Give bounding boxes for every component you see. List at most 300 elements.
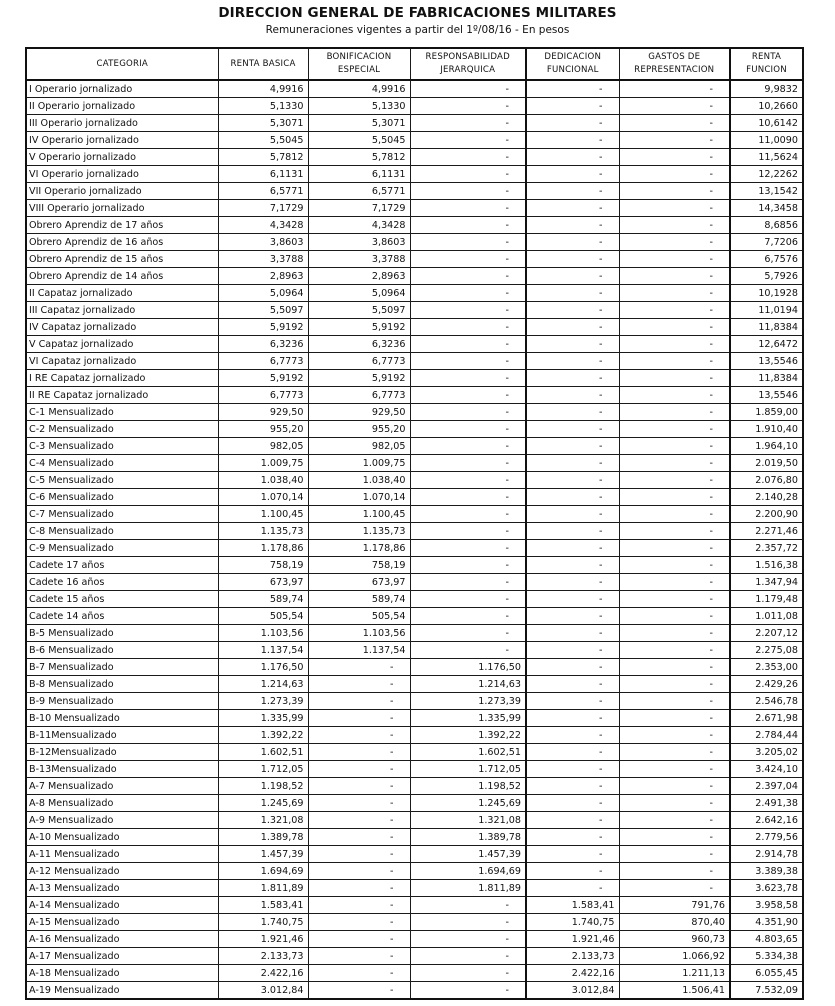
cell-categoria: B-5 Mensualizado: [26, 625, 218, 642]
cell-renta-basica: 6,3236: [218, 336, 308, 353]
cell-categoria: C-3 Mensualizado: [26, 438, 218, 455]
table-row: [26, 523, 803, 540]
cell-renta-funcion: 2.140,28: [730, 489, 803, 506]
cell-renta-funcion: 13,1542: [730, 183, 803, 200]
cell-dedicacion-funcional: -: [526, 217, 619, 234]
table-body: [26, 80, 803, 999]
cell-responsabilidad-jerarquica: 1.335,99: [410, 710, 526, 727]
cell-responsabilidad-jerarquica: -: [410, 115, 526, 132]
cell-renta-basica: 5,7812: [218, 149, 308, 166]
cell-categoria: I RE Capataz jornalizado: [26, 370, 218, 387]
cell-bonificacion-especial: -: [308, 914, 410, 931]
cell-renta-funcion: 11,8384: [730, 370, 803, 387]
cell-renta-funcion: 11,5624: [730, 149, 803, 166]
cell-dedicacion-funcional: -: [526, 353, 619, 370]
cell-renta-funcion: 2.275,08: [730, 642, 803, 659]
cell-renta-basica: 589,74: [218, 591, 308, 608]
cell-categoria: I Operario jornalizado: [26, 80, 218, 98]
cell-dedicacion-funcional: -: [526, 574, 619, 591]
cell-responsabilidad-jerarquica: -: [410, 897, 526, 914]
table-row: [26, 625, 803, 642]
cell-categoria: Obrero Aprendiz de 14 años: [26, 268, 218, 285]
table-row: [26, 115, 803, 132]
cell-renta-basica: 1.389,78: [218, 829, 308, 846]
cell-gastos-representacion: -: [619, 251, 730, 268]
remuneraciones-table: [25, 47, 804, 1000]
cell-dedicacion-funcional: -: [526, 166, 619, 183]
cell-renta-funcion: 3.389,38: [730, 863, 803, 880]
cell-categoria: VII Operario jornalizado: [26, 183, 218, 200]
cell-renta-funcion: 2.076,80: [730, 472, 803, 489]
cell-responsabilidad-jerarquica: -: [410, 353, 526, 370]
header-categoria: [26, 48, 218, 80]
cell-bonificacion-especial: -: [308, 812, 410, 829]
table-row: [26, 251, 803, 268]
cell-renta-funcion: 2.019,50: [730, 455, 803, 472]
table-row: [26, 931, 803, 948]
cell-responsabilidad-jerarquica: -: [410, 285, 526, 302]
cell-bonificacion-especial: -: [308, 829, 410, 846]
cell-responsabilidad-jerarquica: 1.811,89: [410, 880, 526, 897]
cell-responsabilidad-jerarquica: -: [410, 557, 526, 574]
cell-renta-funcion: 11,8384: [730, 319, 803, 336]
cell-responsabilidad-jerarquica: -: [410, 591, 526, 608]
cell-responsabilidad-jerarquica: 1.273,39: [410, 693, 526, 710]
header-dedicacion-funcional: [526, 48, 619, 80]
cell-bonificacion-especial: -: [308, 846, 410, 863]
cell-renta-basica: 1.811,89: [218, 880, 308, 897]
cell-dedicacion-funcional: -: [526, 608, 619, 625]
table-row: [26, 489, 803, 506]
cell-renta-funcion: 8,6856: [730, 217, 803, 234]
cell-gastos-representacion: 1.506,41: [619, 982, 730, 1000]
cell-dedicacion-funcional: -: [526, 183, 619, 200]
cell-responsabilidad-jerarquica: -: [410, 98, 526, 115]
table-row: [26, 387, 803, 404]
cell-gastos-representacion: 1.211,13: [619, 965, 730, 982]
cell-bonificacion-especial: 505,54: [308, 608, 410, 625]
cell-dedicacion-funcional: 2.133,73: [526, 948, 619, 965]
cell-categoria: VI Capataz jornalizado: [26, 353, 218, 370]
cell-responsabilidad-jerarquica: -: [410, 132, 526, 149]
cell-categoria: B-12Mensualizado: [26, 744, 218, 761]
cell-gastos-representacion: -: [619, 455, 730, 472]
cell-dedicacion-funcional: -: [526, 285, 619, 302]
cell-bonificacion-especial: -: [308, 795, 410, 812]
cell-categoria: Obrero Aprendiz de 15 años: [26, 251, 218, 268]
cell-gastos-representacion: -: [619, 574, 730, 591]
cell-responsabilidad-jerarquica: -: [410, 149, 526, 166]
cell-responsabilidad-jerarquica: -: [410, 608, 526, 625]
cell-categoria: A-7 Mensualizado: [26, 778, 218, 795]
cell-renta-funcion: 9,9832: [730, 80, 803, 98]
cell-categoria: III Capataz jornalizado: [26, 302, 218, 319]
table-row: [26, 200, 803, 217]
table-row: [26, 540, 803, 557]
cell-categoria: B-6 Mensualizado: [26, 642, 218, 659]
cell-bonificacion-especial: 1.137,54: [308, 642, 410, 659]
cell-bonificacion-especial: -: [308, 863, 410, 880]
cell-gastos-representacion: -: [619, 744, 730, 761]
header-label-line: RESPONSABILIDAD: [425, 52, 510, 62]
cell-gastos-representacion: -: [619, 234, 730, 251]
cell-bonificacion-especial: 5,1330: [308, 98, 410, 115]
cell-renta-funcion: 2.546,78: [730, 693, 803, 710]
cell-renta-funcion: 10,2660: [730, 98, 803, 115]
cell-gastos-representacion: -: [619, 812, 730, 829]
table-row: [26, 302, 803, 319]
cell-renta-basica: 1.135,73: [218, 523, 308, 540]
cell-responsabilidad-jerarquica: -: [410, 982, 526, 1000]
cell-dedicacion-funcional: -: [526, 387, 619, 404]
cell-renta-basica: 6,5771: [218, 183, 308, 200]
cell-renta-basica: 1.070,14: [218, 489, 308, 506]
cell-responsabilidad-jerarquica: 1.457,39: [410, 846, 526, 863]
table-row: [26, 812, 803, 829]
cell-renta-basica: 505,54: [218, 608, 308, 625]
cell-categoria: III Operario jornalizado: [26, 115, 218, 132]
cell-dedicacion-funcional: -: [526, 727, 619, 744]
cell-renta-funcion: 6.055,45: [730, 965, 803, 982]
cell-categoria: C-8 Mensualizado: [26, 523, 218, 540]
cell-renta-funcion: 2.207,12: [730, 625, 803, 642]
cell-gastos-representacion: -: [619, 625, 730, 642]
cell-dedicacion-funcional: -: [526, 880, 619, 897]
cell-categoria: C-6 Mensualizado: [26, 489, 218, 506]
cell-dedicacion-funcional: -: [526, 336, 619, 353]
cell-gastos-representacion: -: [619, 183, 730, 200]
cell-renta-funcion: 7.532,09: [730, 982, 803, 1000]
cell-categoria: II Operario jornalizado: [26, 98, 218, 115]
cell-gastos-representacion: -: [619, 421, 730, 438]
cell-dedicacion-funcional: -: [526, 863, 619, 880]
cell-dedicacion-funcional: -: [526, 80, 619, 98]
cell-dedicacion-funcional: -: [526, 234, 619, 251]
cell-responsabilidad-jerarquica: -: [410, 438, 526, 455]
cell-renta-basica: 2.133,73: [218, 948, 308, 965]
cell-renta-basica: 5,5045: [218, 132, 308, 149]
cell-bonificacion-especial: 673,97: [308, 574, 410, 591]
cell-renta-funcion: 2.353,00: [730, 659, 803, 676]
cell-gastos-representacion: -: [619, 98, 730, 115]
cell-bonificacion-especial: 1.100,45: [308, 506, 410, 523]
cell-categoria: IV Capataz jornalizado: [26, 319, 218, 336]
cell-categoria: C-1 Mensualizado: [26, 404, 218, 421]
cell-renta-funcion: 2.397,04: [730, 778, 803, 795]
cell-categoria: A-8 Mensualizado: [26, 795, 218, 812]
document-title: DIRECCION GENERAL DE FABRICACIONES MILITARES: [218, 5, 617, 21]
cell-renta-basica: 2.422,16: [218, 965, 308, 982]
cell-dedicacion-funcional: -: [526, 506, 619, 523]
cell-bonificacion-especial: -: [308, 880, 410, 897]
cell-renta-basica: 1.198,52: [218, 778, 308, 795]
cell-bonificacion-especial: -: [308, 676, 410, 693]
cell-dedicacion-funcional: -: [526, 829, 619, 846]
cell-renta-funcion: 14,3458: [730, 200, 803, 217]
cell-bonificacion-especial: 982,05: [308, 438, 410, 455]
cell-renta-funcion: 1.910,40: [730, 421, 803, 438]
cell-responsabilidad-jerarquica: -: [410, 234, 526, 251]
cell-bonificacion-especial: 7,1729: [308, 200, 410, 217]
cell-responsabilidad-jerarquica: -: [410, 625, 526, 642]
cell-bonificacion-especial: 929,50: [308, 404, 410, 421]
cell-responsabilidad-jerarquica: 1.245,69: [410, 795, 526, 812]
cell-bonificacion-especial: 1.038,40: [308, 472, 410, 489]
cell-renta-funcion: 3.424,10: [730, 761, 803, 778]
cell-categoria: A-17 Mensualizado: [26, 948, 218, 965]
table-row: [26, 727, 803, 744]
table-row: [26, 506, 803, 523]
table-row: [26, 676, 803, 693]
cell-renta-funcion: 2.271,46: [730, 523, 803, 540]
cell-categoria: A-15 Mensualizado: [26, 914, 218, 931]
cell-bonificacion-especial: -: [308, 761, 410, 778]
cell-dedicacion-funcional: -: [526, 489, 619, 506]
cell-responsabilidad-jerarquica: 1.392,22: [410, 727, 526, 744]
cell-responsabilidad-jerarquica: -: [410, 217, 526, 234]
cell-renta-basica: 3.012,84: [218, 982, 308, 1000]
cell-responsabilidad-jerarquica: -: [410, 370, 526, 387]
cell-categoria: A-19 Mensualizado: [26, 982, 218, 1000]
cell-categoria: B-8 Mensualizado: [26, 676, 218, 693]
cell-bonificacion-especial: 1.070,14: [308, 489, 410, 506]
cell-renta-funcion: 11,0194: [730, 302, 803, 319]
cell-renta-funcion: 4.803,65: [730, 931, 803, 948]
cell-categoria: IV Operario jornalizado: [26, 132, 218, 149]
document-subtitle: Remuneraciones vigentes a partir del 1º/08/16 - En pesos: [265, 24, 570, 36]
cell-renta-basica: 1.176,50: [218, 659, 308, 676]
cell-responsabilidad-jerarquica: -: [410, 421, 526, 438]
cell-bonificacion-especial: 758,19: [308, 557, 410, 574]
cell-gastos-representacion: -: [619, 676, 730, 693]
cell-renta-basica: 5,0964: [218, 285, 308, 302]
table-row: [26, 80, 803, 98]
cell-gastos-representacion: 1.066,92: [619, 948, 730, 965]
cell-gastos-representacion: -: [619, 795, 730, 812]
table-row: [26, 370, 803, 387]
cell-dedicacion-funcional: -: [526, 693, 619, 710]
cell-gastos-representacion: -: [619, 149, 730, 166]
cell-renta-funcion: 10,1928: [730, 285, 803, 302]
cell-bonificacion-especial: 6,7773: [308, 353, 410, 370]
table-row: [26, 659, 803, 676]
cell-renta-basica: 6,7773: [218, 353, 308, 370]
cell-renta-basica: 5,9192: [218, 370, 308, 387]
cell-responsabilidad-jerarquica: -: [410, 931, 526, 948]
cell-gastos-representacion: -: [619, 438, 730, 455]
cell-dedicacion-funcional: -: [526, 642, 619, 659]
header-label-line: CATEGORIA: [96, 58, 148, 69]
cell-renta-funcion: 1.516,38: [730, 557, 803, 574]
cell-renta-basica: 1.214,63: [218, 676, 308, 693]
cell-renta-funcion: 13,5546: [730, 387, 803, 404]
cell-dedicacion-funcional: -: [526, 251, 619, 268]
cell-bonificacion-especial: -: [308, 897, 410, 914]
cell-categoria: B-11Mensualizado: [26, 727, 218, 744]
cell-responsabilidad-jerarquica: 1.602,51: [410, 744, 526, 761]
cell-gastos-representacion: -: [619, 336, 730, 353]
cell-bonificacion-especial: 1.009,75: [308, 455, 410, 472]
cell-bonificacion-especial: -: [308, 948, 410, 965]
header-label-line: RENTA BASICA: [230, 58, 296, 69]
cell-gastos-representacion: -: [619, 693, 730, 710]
cell-renta-basica: 4,9916: [218, 80, 308, 98]
table-row: [26, 217, 803, 234]
table-row: [26, 693, 803, 710]
cell-renta-basica: 1.602,51: [218, 744, 308, 761]
cell-gastos-representacion: -: [619, 761, 730, 778]
cell-gastos-representacion: -: [619, 268, 730, 285]
cell-renta-funcion: 2.200,90: [730, 506, 803, 523]
cell-bonificacion-especial: 3,8603: [308, 234, 410, 251]
cell-responsabilidad-jerarquica: -: [410, 387, 526, 404]
cell-renta-basica: 1.583,41: [218, 897, 308, 914]
cell-gastos-representacion: -: [619, 880, 730, 897]
cell-gastos-representacion: -: [619, 132, 730, 149]
cell-categoria: C-4 Mensualizado: [26, 455, 218, 472]
cell-gastos-representacion: -: [619, 200, 730, 217]
cell-responsabilidad-jerarquica: -: [410, 489, 526, 506]
cell-dedicacion-funcional: -: [526, 438, 619, 455]
cell-renta-funcion: 2.429,26: [730, 676, 803, 693]
cell-dedicacion-funcional: -: [526, 557, 619, 574]
cell-renta-funcion: 5.334,38: [730, 948, 803, 965]
cell-responsabilidad-jerarquica: -: [410, 166, 526, 183]
cell-gastos-representacion: 870,40: [619, 914, 730, 931]
cell-renta-funcion: 13,5546: [730, 353, 803, 370]
table-row: [26, 268, 803, 285]
cell-gastos-representacion: -: [619, 863, 730, 880]
table-header-row: [26, 48, 803, 80]
cell-responsabilidad-jerarquica: 1.321,08: [410, 812, 526, 829]
header-label-line: DEDICACION: [544, 52, 602, 62]
header-bonificacion-especial: [308, 48, 410, 80]
cell-bonificacion-especial: 3,3788: [308, 251, 410, 268]
cell-bonificacion-especial: -: [308, 744, 410, 761]
cell-dedicacion-funcional: -: [526, 98, 619, 115]
cell-renta-basica: 1.712,05: [218, 761, 308, 778]
cell-categoria: B-13Mensualizado: [26, 761, 218, 778]
cell-categoria: Obrero Aprendiz de 17 años: [26, 217, 218, 234]
cell-dedicacion-funcional: 3.012,84: [526, 982, 619, 1000]
table-row: [26, 438, 803, 455]
header-label-line: ESPECIAL: [337, 65, 381, 75]
table-row: [26, 98, 803, 115]
cell-categoria: Cadete 16 años: [26, 574, 218, 591]
header-renta-funcion: [730, 48, 803, 80]
cell-renta-funcion: 2.642,16: [730, 812, 803, 829]
cell-bonificacion-especial: 6,1131: [308, 166, 410, 183]
cell-renta-funcion: 1.179,48: [730, 591, 803, 608]
cell-renta-basica: 1.100,45: [218, 506, 308, 523]
cell-bonificacion-especial: 6,7773: [308, 387, 410, 404]
cell-renta-basica: 1.273,39: [218, 693, 308, 710]
cell-categoria: C-7 Mensualizado: [26, 506, 218, 523]
cell-responsabilidad-jerarquica: 1.214,63: [410, 676, 526, 693]
cell-responsabilidad-jerarquica: -: [410, 455, 526, 472]
cell-renta-funcion: 1.011,08: [730, 608, 803, 625]
header-label-line: JERARQUICA: [440, 65, 496, 75]
table-row: [26, 982, 803, 1000]
cell-dedicacion-funcional: -: [526, 591, 619, 608]
cell-responsabilidad-jerarquica: -: [410, 268, 526, 285]
cell-categoria: Cadete 14 años: [26, 608, 218, 625]
cell-responsabilidad-jerarquica: 1.712,05: [410, 761, 526, 778]
table-row: [26, 557, 803, 574]
cell-dedicacion-funcional: 1.740,75: [526, 914, 619, 931]
cell-dedicacion-funcional: -: [526, 132, 619, 149]
cell-categoria: C-2 Mensualizado: [26, 421, 218, 438]
table-row: [26, 455, 803, 472]
cell-bonificacion-especial: 5,5097: [308, 302, 410, 319]
cell-categoria: II RE Capataz jornalizado: [26, 387, 218, 404]
cell-bonificacion-especial: 5,7812: [308, 149, 410, 166]
cell-renta-funcion: 2.671,98: [730, 710, 803, 727]
cell-gastos-representacion: -: [619, 540, 730, 557]
cell-bonificacion-especial: 4,9916: [308, 80, 410, 98]
cell-dedicacion-funcional: -: [526, 523, 619, 540]
cell-responsabilidad-jerarquica: -: [410, 506, 526, 523]
cell-bonificacion-especial: 1.103,56: [308, 625, 410, 642]
cell-gastos-representacion: -: [619, 80, 730, 98]
cell-gastos-representacion: -: [619, 115, 730, 132]
cell-categoria: Cadete 17 años: [26, 557, 218, 574]
cell-responsabilidad-jerarquica: -: [410, 914, 526, 931]
cell-renta-funcion: 1.859,00: [730, 404, 803, 421]
cell-responsabilidad-jerarquica: -: [410, 200, 526, 217]
cell-gastos-representacion: -: [619, 523, 730, 540]
cell-bonificacion-especial: -: [308, 710, 410, 727]
table-row: [26, 914, 803, 931]
cell-bonificacion-especial: 4,3428: [308, 217, 410, 234]
cell-responsabilidad-jerarquica: -: [410, 319, 526, 336]
cell-responsabilidad-jerarquica: -: [410, 80, 526, 98]
cell-gastos-representacion: -: [619, 829, 730, 846]
cell-categoria: A-16 Mensualizado: [26, 931, 218, 948]
cell-responsabilidad-jerarquica: -: [410, 523, 526, 540]
cell-categoria: V Operario jornalizado: [26, 149, 218, 166]
cell-renta-funcion: 2.779,56: [730, 829, 803, 846]
cell-categoria: B-7 Mensualizado: [26, 659, 218, 676]
header-label-line: FUNCIONAL: [546, 65, 599, 75]
cell-gastos-representacion: -: [619, 370, 730, 387]
header-label-line: GASTOS DE: [648, 52, 701, 62]
cell-responsabilidad-jerarquica: -: [410, 948, 526, 965]
cell-responsabilidad-jerarquica: 1.694,69: [410, 863, 526, 880]
cell-gastos-representacion: -: [619, 387, 730, 404]
cell-dedicacion-funcional: -: [526, 115, 619, 132]
cell-categoria: A-14 Mensualizado: [26, 897, 218, 914]
cell-responsabilidad-jerarquica: -: [410, 965, 526, 982]
cell-renta-basica: 5,1330: [218, 98, 308, 115]
cell-bonificacion-especial: 955,20: [308, 421, 410, 438]
cell-categoria: C-5 Mensualizado: [26, 472, 218, 489]
table-row: [26, 574, 803, 591]
cell-responsabilidad-jerarquica: -: [410, 251, 526, 268]
cell-gastos-representacion: -: [619, 404, 730, 421]
cell-categoria: Obrero Aprendiz de 16 años: [26, 234, 218, 251]
cell-responsabilidad-jerarquica: 1.176,50: [410, 659, 526, 676]
cell-renta-funcion: 1.964,10: [730, 438, 803, 455]
cell-responsabilidad-jerarquica: -: [410, 404, 526, 421]
cell-renta-funcion: 4.351,90: [730, 914, 803, 931]
cell-renta-basica: 1.038,40: [218, 472, 308, 489]
cell-dedicacion-funcional: 1.583,41: [526, 897, 619, 914]
table-row: [26, 795, 803, 812]
table-row: [26, 608, 803, 625]
cell-gastos-representacion: -: [619, 659, 730, 676]
cell-renta-basica: 1.137,54: [218, 642, 308, 659]
